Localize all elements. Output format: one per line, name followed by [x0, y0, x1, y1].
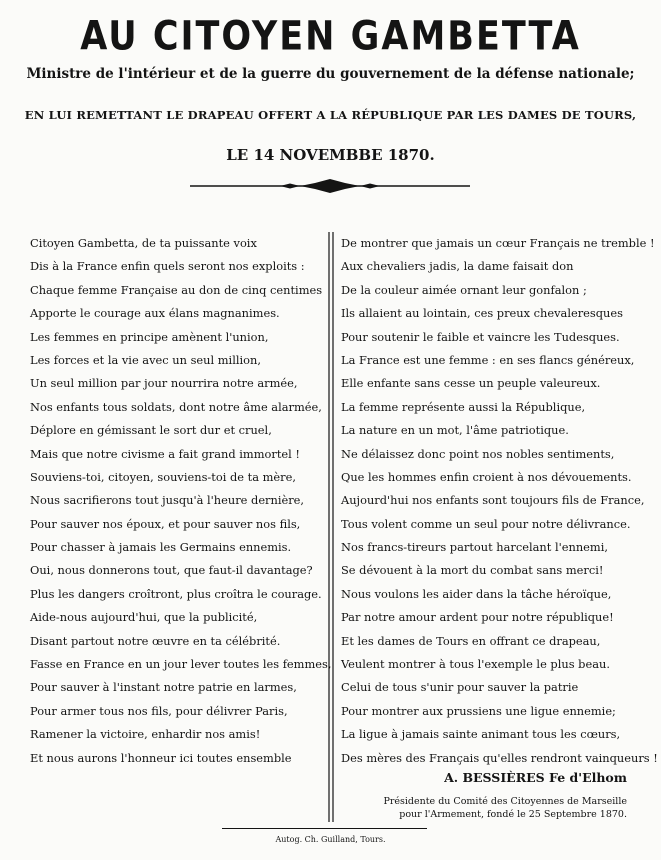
signature-role-line: Présidente du Comité des Citoyennes de Marseille	[383, 796, 627, 807]
poster-subtitle: Ministre de l'intérieur et de la guerre du gouvernement de la défense nationale;	[26, 66, 635, 82]
poem-line: Que les hommes enfin croient à nos dévouements.	[341, 469, 632, 484]
printer-credit: Autog. Ch. Guilland, Tours.	[275, 835, 386, 844]
poem-line: Apporte le courage aux élans magnanimes.	[30, 306, 280, 321]
poster-title: AU CITOYEN GAMBETTA	[80, 14, 581, 60]
ornament-divider	[190, 178, 470, 194]
poem-line: Ils allaient au lointain, ces preux chevaleresques	[341, 306, 623, 321]
poem-line: Pour sauver à l'instant notre patrie en larmes,	[30, 680, 297, 695]
poem-line: Et nous aurons l'honneur ici toutes ensemble	[30, 750, 292, 765]
poem-line: Veulent montrer à tous l'exemple le plus beau.	[341, 657, 610, 672]
poem-line: Aujourd'hui nos enfants sont toujours fils de France,	[341, 493, 645, 508]
bottom-rule	[222, 828, 427, 829]
poem-line: La femme représente aussi la République,	[341, 399, 586, 414]
poem-line: Tous volent comme un seul pour notre délivrance.	[341, 516, 631, 531]
column-divider	[327, 232, 335, 822]
poem-line: Elle enfante sans cesse un peuple valeureux.	[341, 376, 601, 391]
poem-line: La nature en un mot, l'âme patriotique.	[341, 423, 569, 438]
poem-line: Des mères des Français qu'elles rendront vainqueurs !	[341, 750, 658, 765]
poem-line: Par notre amour ardent pour notre république!	[341, 610, 614, 625]
poem-line: Pour montrer aux prussiens une ligue ennemie;	[341, 703, 616, 718]
poem-line: La France est une femme : en ses flancs généreux,	[341, 352, 635, 367]
poem-line: Nos francs-tireurs partout harcelant l'ennemi,	[341, 540, 608, 555]
poem-line: Aide-nous aujourd'hui, que la publicité,	[30, 610, 258, 625]
poem-line: Disant partout notre œuvre en ta célébrité.	[30, 633, 281, 648]
poem-line: La ligue à jamais sainte animant tous les cœurs,	[341, 727, 621, 742]
poem-line: Mais que notre civisme a fait grand immortel !	[30, 446, 300, 461]
poem-line: Ramener la victoire, enhardir nos amis!	[30, 727, 261, 742]
poem-line: Un seul million par jour nourrira notre armée,	[30, 376, 298, 391]
poem-line: Nous voulons les aider dans la tâche héroïque,	[341, 586, 612, 601]
poem-line: Nos enfants tous soldats, dont notre âme alarmée,	[30, 399, 322, 414]
poem-line: Chaque femme Française au don de cinq centimes	[30, 282, 323, 297]
poem-line: Les forces et la vie avec un seul million,	[30, 352, 261, 367]
poem-line: Ne délaissez donc point nos nobles sentiments,	[341, 446, 615, 461]
signature-name: A. BESSIÈRES Fe d'Elhom	[444, 770, 627, 785]
poem-line: Et les dames de Tours en offrant ce drapeau,	[341, 633, 601, 648]
poem-line: Plus les dangers croîtront, plus croîtra le courage.	[30, 586, 322, 601]
poem-line: Oui, nous donnerons tout, que faut-il davantage?	[30, 563, 313, 578]
poem-line: Dis à la France enfin quels seront nos exploits :	[30, 259, 305, 274]
poem-line: Fasse en France en un jour lever toutes les femmes,	[30, 657, 332, 672]
poster-date: LE 14 NOVEMBBE 1870.	[226, 146, 435, 164]
signature-role-line: pour l'Armement, fondé le 25 Septembre 1870.	[399, 809, 627, 820]
poem-line: De la couleur aimée ornant leur gonfalon ;	[341, 282, 587, 297]
poem-left-column	[30, 232, 332, 770]
poem-line: Souviens-toi, citoyen, souviens-toi de ta mère,	[30, 469, 296, 484]
poem-line: Nous sacrifierons tout jusqu'à l'heure dernière,	[30, 493, 305, 508]
poem-line: Les femmes en principe amènent l'union,	[30, 329, 269, 344]
poem-line: Citoyen Gambetta, de ta puissante voix	[30, 236, 257, 250]
presentation-line: EN LUI REMETTANT LE DRAPEAU OFFERT A LA RÉPUBLIQUE PAR LES DAMES DE TOURS,	[24, 108, 637, 122]
signature-role	[342, 795, 627, 821]
poem-line: Se dévouent à la mort du combat sans merci!	[341, 563, 604, 578]
poem-line: Pour soutenir le faible et vaincre les Tudesques.	[341, 329, 620, 344]
poem-right-column	[341, 232, 658, 770]
poem-line: Déplore en gémissant le sort dur et cruel,	[30, 423, 272, 438]
poem-line: Pour sauver nos époux, et pour sauver nos fils,	[30, 516, 301, 531]
poem-line: Pour chasser à jamais les Germains ennemis.	[30, 540, 292, 555]
poem-line: Aux chevaliers jadis, la dame faisait don	[341, 259, 574, 274]
poem-line: De montrer que jamais un cœur Français ne tremble !	[341, 236, 655, 250]
poem-line: Celui de tous s'unir pour sauver la patrie	[341, 680, 579, 695]
poem-line: Pour armer tous nos fils, pour délivrer Paris,	[30, 703, 288, 718]
